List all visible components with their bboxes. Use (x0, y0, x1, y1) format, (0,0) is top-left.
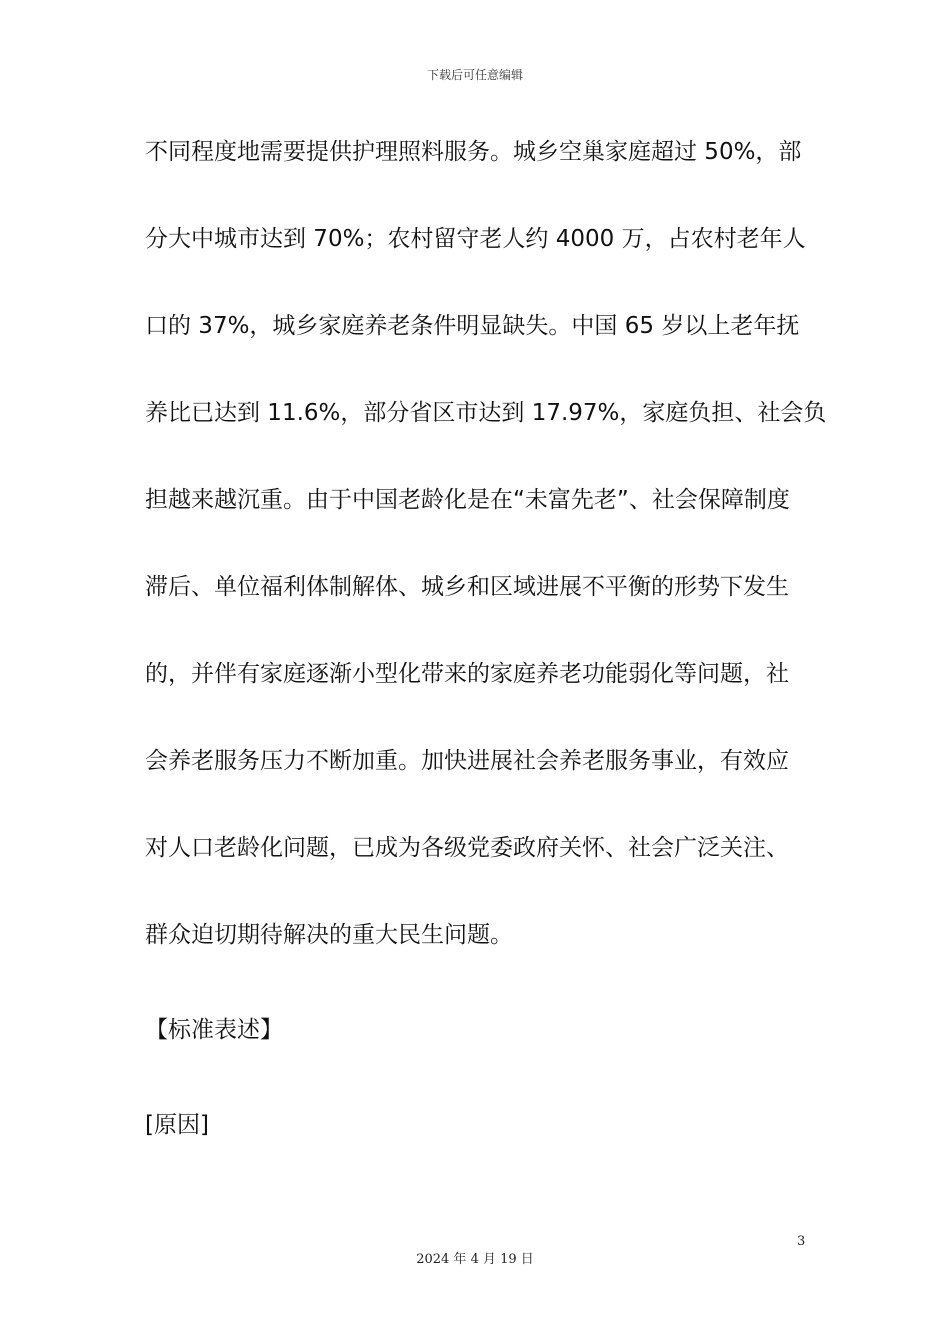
body-line-1: 不同程度地需要提供护理照料服务。城乡空巢家庭超过 50%，部 (145, 139, 802, 165)
body-line-7: 的，并伴有家庭逐渐小型化带来的家庭养老功能弱化等问题，社 (145, 661, 789, 687)
subsection-heading: [原因] (145, 1112, 209, 1138)
footer-date: 2024 年 4 月 19 日 (416, 1252, 534, 1267)
page-header: 下载后可任意编辑 (426, 68, 523, 82)
body-line-8: 会养老服务压力不断加重。加快进展社会养老服务事业，有效应 (145, 748, 789, 774)
page-number: 3 (797, 1234, 806, 1249)
body-line-6: 滞后、单位福利体制解体、城乡和区域进展不平衡的形势下发生 (145, 574, 789, 600)
body-line-3: 口的 37%，城乡家庭养老条件明显缺失。中国 65 岁以上老年抚 (145, 313, 800, 339)
body-line-9: 对人口老龄化问题，已成为各级党委政府关怀、社会广泛关注、 (145, 835, 789, 861)
body-line-4: 养比已达到 11.6%，部分省区市达到 17.97%，家庭负担、社会负 (145, 400, 827, 426)
body-line-5: 担越来越沉重。由于中国老龄化是在“未富先老”、社会保障制度 (145, 487, 790, 513)
body-line-2: 分大中城市达到 70%；农村留守老人约 4000 万，占农村老年人 (145, 226, 806, 252)
body-line-10: 群众迫切期待解决的重大民生问题。 (145, 922, 513, 948)
section-heading: 【标准表述】 (145, 1017, 283, 1043)
